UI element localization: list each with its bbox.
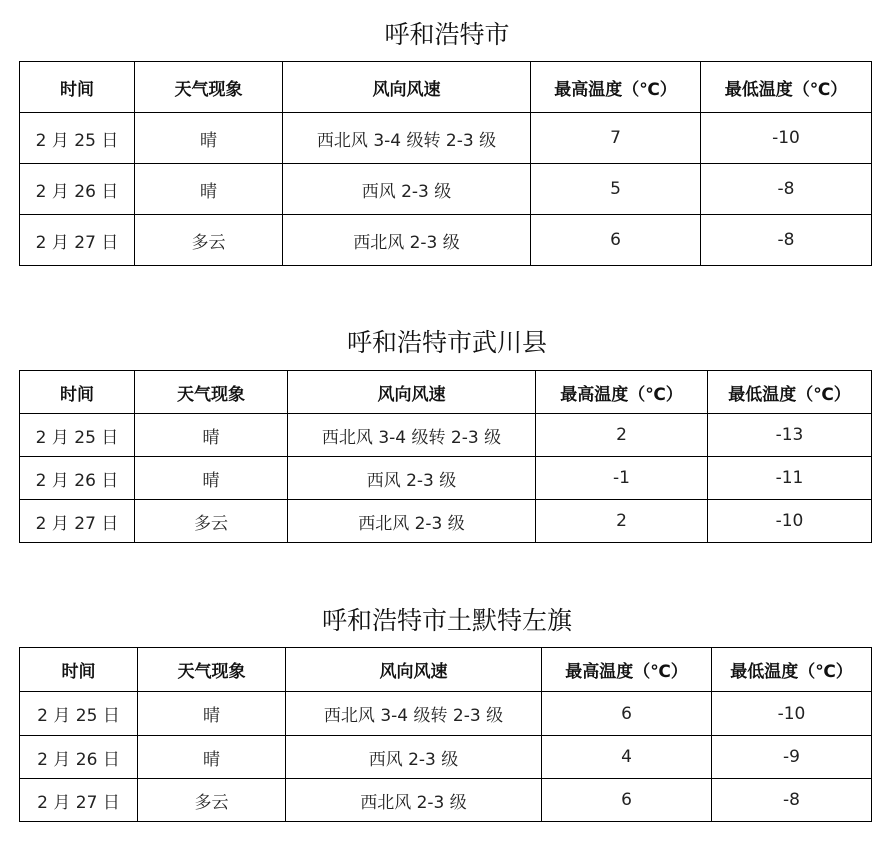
cell-min-temp: -10: [708, 500, 872, 543]
cell-wind: 西北风 2-3 级: [283, 215, 531, 266]
table-row: [20, 414, 872, 457]
header-weather: 天气现象: [138, 648, 286, 692]
table-header-row: [20, 648, 872, 692]
cell-date: 2 月 26 日: [20, 164, 135, 215]
cell-wind: 西北风 2-3 级: [286, 779, 542, 822]
cell-min-temp: -8: [712, 779, 872, 822]
cell-max-temp: -1: [536, 457, 708, 500]
cell-min-temp: -8: [701, 164, 872, 215]
table-row: [20, 215, 872, 266]
header-weather: 天气现象: [135, 62, 283, 113]
header-min-temp: 最低温度（℃）: [708, 371, 872, 414]
cell-wind: 西北风 3-4 级转 2-3 级: [283, 113, 531, 164]
cell-wind: 西风 2-3 级: [286, 736, 542, 779]
table-row: [20, 692, 872, 736]
header-weather: 天气现象: [135, 371, 288, 414]
cell-min-temp: -10: [712, 692, 872, 736]
header-max-temp: 最高温度（℃）: [536, 371, 708, 414]
table-row: [20, 113, 872, 164]
cell-wind: 西北风 2-3 级: [288, 500, 536, 543]
cell-date: 2 月 27 日: [20, 779, 138, 822]
cell-weather: 多云: [138, 779, 286, 822]
cell-date: 2 月 26 日: [20, 457, 135, 500]
table-row: [20, 457, 872, 500]
cell-max-temp: 2: [536, 500, 708, 543]
table-row: [20, 164, 872, 215]
cell-weather: 晴: [135, 113, 283, 164]
table-row: [20, 779, 872, 822]
cell-min-temp: -13: [708, 414, 872, 457]
cell-weather: 晴: [138, 736, 286, 779]
table-header-row: [20, 371, 872, 414]
cell-min-temp: -10: [701, 113, 872, 164]
table-row: [20, 736, 872, 779]
cell-max-temp: 6: [542, 692, 712, 736]
cell-min-temp: -9: [712, 736, 872, 779]
cell-min-temp: -11: [708, 457, 872, 500]
cell-weather: 多云: [135, 500, 288, 543]
cell-date: 2 月 27 日: [20, 500, 135, 543]
header-time: 时间: [20, 648, 138, 692]
cell-date: 2 月 26 日: [20, 736, 138, 779]
cell-weather: 晴: [138, 692, 286, 736]
header-min-temp: 最低温度（℃）: [712, 648, 872, 692]
section-title: 呼和浩特市武川县: [346, 328, 547, 357]
cell-max-temp: 6: [531, 215, 701, 266]
table-row: [20, 500, 872, 543]
header-wind: 风向风速: [286, 648, 542, 692]
cell-weather: 多云: [135, 215, 283, 266]
section-title: 呼和浩特市: [384, 20, 510, 49]
cell-date: 2 月 27 日: [20, 215, 135, 266]
header-wind: 风向风速: [283, 62, 531, 113]
header-time: 时间: [20, 62, 135, 113]
header-wind: 风向风速: [288, 371, 536, 414]
forecast-table: [19, 61, 872, 266]
header-time: 时间: [20, 371, 135, 414]
cell-date: 2 月 25 日: [20, 113, 135, 164]
cell-wind: 西风 2-3 级: [283, 164, 531, 215]
header-min-temp: 最低温度（℃）: [701, 62, 872, 113]
forecast-table: [19, 647, 872, 822]
cell-weather: 晴: [135, 414, 288, 457]
cell-wind: 西北风 3-4 级转 2-3 级: [286, 692, 542, 736]
cell-max-temp: 5: [531, 164, 701, 215]
cell-max-temp: 4: [542, 736, 712, 779]
cell-min-temp: -8: [701, 215, 872, 266]
cell-max-temp: 7: [531, 113, 701, 164]
cell-max-temp: 6: [542, 779, 712, 822]
header-max-temp: 最高温度（℃）: [531, 62, 701, 113]
cell-wind: 西风 2-3 级: [288, 457, 536, 500]
table-header-row: [20, 62, 872, 113]
cell-max-temp: 2: [536, 414, 708, 457]
header-max-temp: 最高温度（℃）: [542, 648, 712, 692]
cell-weather: 晴: [135, 457, 288, 500]
cell-date: 2 月 25 日: [20, 414, 135, 457]
section-title: 呼和浩特市土默特左旗: [321, 606, 572, 635]
forecast-table: [19, 370, 872, 543]
cell-date: 2 月 25 日: [20, 692, 138, 736]
cell-weather: 晴: [135, 164, 283, 215]
cell-wind: 西北风 3-4 级转 2-3 级: [288, 414, 536, 457]
